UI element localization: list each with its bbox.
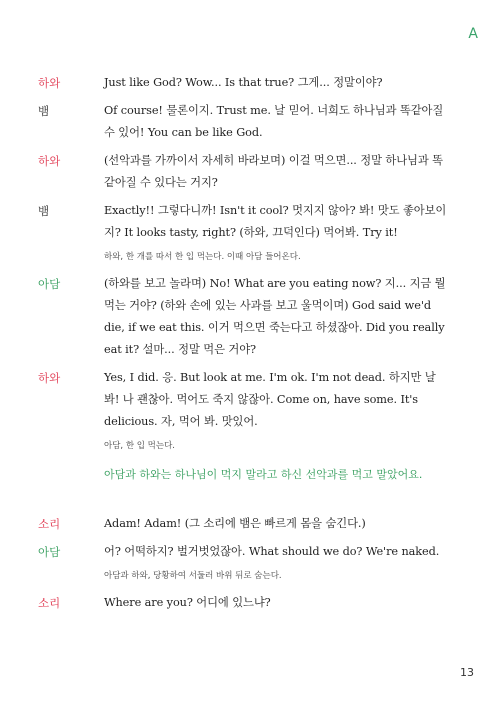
narration: 아담과 하와는 하나님이 먹지 말라고 하신 선악과를 먹고 말았어요. <box>104 468 423 481</box>
stage-direction: 아담과 하와, 당황하여 서둘러 바위 뒤로 숨는다. <box>104 571 282 581</box>
speaker-name: 아담 <box>38 545 61 559</box>
stage-direction: 하와, 한 개를 따서 한 입 먹는다. 이때 아담 들어온다. <box>104 252 301 262</box>
speaker-name: 하와 <box>38 76 61 90</box>
dialogue-line <box>38 200 448 244</box>
stage-direction: 아담, 한 입 먹는다. <box>104 441 175 451</box>
script-block-2 <box>38 513 448 620</box>
dialogue-text: 어? 어떡하지? 벌거벗었잖아. What should we do? We're naked. <box>104 545 440 558</box>
dialogue-line <box>38 541 448 563</box>
dialogue-text: Where are you? 어디에 있느냐? <box>104 596 271 609</box>
speaker-name: 뱀 <box>38 104 50 118</box>
dialogue-text: Just like God? Wow... Is that true? 그게... 정말이야? <box>104 76 383 89</box>
dialogue-text: (하와를 보고 놀라며) No! What are you eating now? 지... 지금 뭘 먹는 거야? (하와 손에 있는 사과를 보고 울먹이며) God said we'd die, if we eat this. 이거 먹으면 죽는다고 하셨잖아. Did you really eat it? 설마... 정말 먹은 거야? <box>104 277 446 356</box>
dialogue-line <box>38 72 448 94</box>
speaker-name: 소리 <box>38 596 61 610</box>
speaker-name: 소리 <box>38 517 61 531</box>
dialogue-line <box>38 592 448 614</box>
dialogue-text: (선악과를 가까이서 자세히 바라보며) 이걸 먹으면... 정말 하나님과 똑같아질 수 있다는 거지? <box>104 154 443 189</box>
speaker-name: 뱀 <box>38 204 50 218</box>
speaker-name: 하와 <box>38 371 61 385</box>
speaker-name: 하와 <box>38 154 61 168</box>
dialogue-line <box>38 150 448 194</box>
dialogue-line <box>38 513 448 535</box>
dialogue-line <box>38 100 448 144</box>
page-number: 13 <box>460 666 474 679</box>
dialogue-line <box>38 367 448 433</box>
dialogue-text: Of course! 물론이지. Trust me. 날 믿어. 너희도 하나님과 똑같아질 수 있어! You can be like God. <box>104 104 444 139</box>
speaker-name: 아담 <box>38 277 61 291</box>
script-block-1 <box>38 72 448 462</box>
dialogue-text: Adam! Adam! (그 소리에 뱀은 빠르게 몸을 숨긴다.) <box>104 517 366 530</box>
corner-tab-label: A <box>468 26 478 42</box>
dialogue-line <box>38 273 448 361</box>
dialogue-text: Exactly!! 그렇다니까! Isn't it cool? 멋지지 않아? 봐! 맛도 좋아보이지? It looks tasty, right? (하와, 끄덕인다) 먹어봐. Try it! <box>104 204 447 239</box>
dialogue-text: Yes, I did. 응. But look at me. I'm ok. I'm not dead. 하지만 날 봐! 나 괜찮아. 먹어도 죽지 않잖아. Come on, have some. It's delicious. 자, 먹어 봐. 맛있어. <box>104 371 436 428</box>
